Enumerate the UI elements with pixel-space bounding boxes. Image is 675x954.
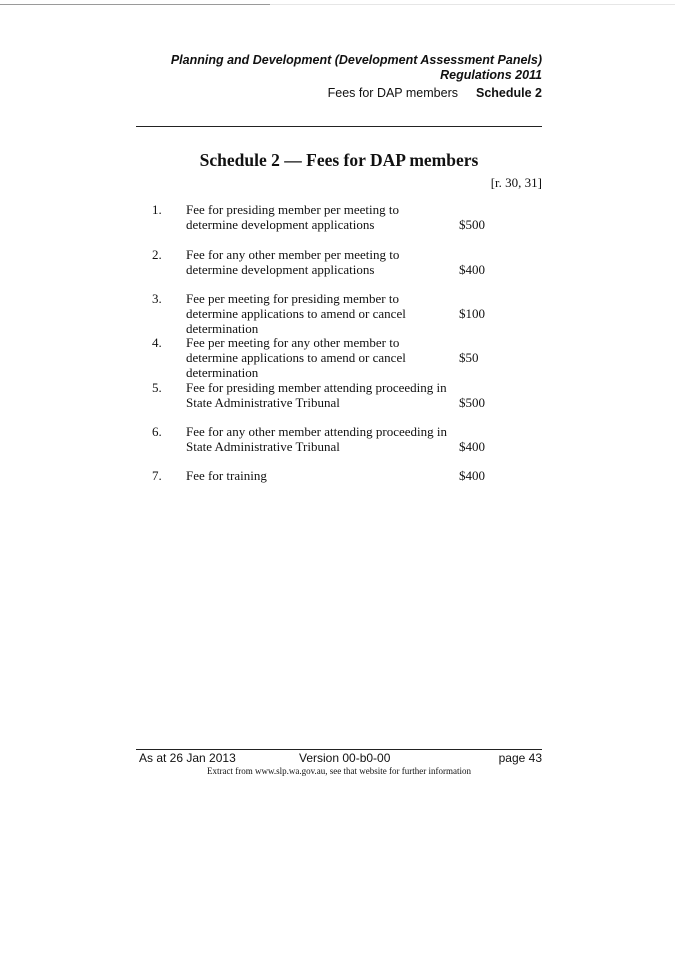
fee-amount: $100 — [459, 306, 485, 321]
fee-amount: $50 — [459, 350, 479, 365]
fee-description: Fee for any other member attending proceeding in State Administrative Tribunal — [186, 424, 447, 454]
header-rule — [136, 126, 542, 127]
fee-amount: $400 — [459, 262, 485, 277]
fee-description: Fee for presiding member per meeting to determine development applications — [186, 202, 399, 232]
running-head-schedule: Schedule 2 — [476, 86, 542, 100]
fee-number: 4. — [152, 335, 162, 350]
fee-description: Fee per meeting for presiding member to determine applications to amend or cancel determination — [186, 291, 406, 336]
schedule-title: Schedule 2 — Fees for DAP members — [199, 150, 479, 170]
fee-amount: $400 — [459, 468, 485, 483]
footer-extract-note: Extract from www.slp.wa.gov.au, see that website for further information — [206, 766, 471, 776]
fee-description: Fee for presiding member attending proceeding in State Administrative Tribunal — [186, 380, 447, 410]
fee-amount: $500 — [459, 395, 485, 410]
fee-number: 2. — [152, 247, 162, 262]
footer-rule — [136, 749, 542, 750]
running-head — [171, 53, 542, 101]
footer-page-number: page 43 — [498, 751, 542, 765]
running-head-section-name: Fees for DAP members — [327, 86, 458, 100]
fee-number: 1. — [152, 202, 162, 217]
running-head-section — [171, 86, 542, 101]
fee-number: 7. — [152, 468, 162, 483]
fee-number: 3. — [152, 291, 162, 306]
fee-amount: $500 — [459, 217, 485, 232]
fee-description: Fee for any other member per meeting to determine development applications — [186, 247, 400, 277]
fee-number: 5. — [152, 380, 162, 395]
footer-as-at-date: As at 26 Jan 2013 — [139, 751, 236, 765]
fee-description: Fee for training — [186, 468, 267, 483]
running-head-title-cont: Regulations 2011 — [440, 68, 542, 82]
fee-description: Fee per meeting for any other member to determine applications to amend or cancel determination — [186, 335, 406, 380]
running-head-title: Planning and Development (Development Assessment Panels) — [170, 53, 542, 67]
regulation-reference: [r. 30, 31] — [490, 175, 542, 190]
fee-number: 6. — [152, 424, 162, 439]
scan-edge-line — [0, 4, 675, 5]
fee-amount: $400 — [459, 439, 485, 454]
footer-version: Version 00-b0-00 — [299, 751, 391, 765]
